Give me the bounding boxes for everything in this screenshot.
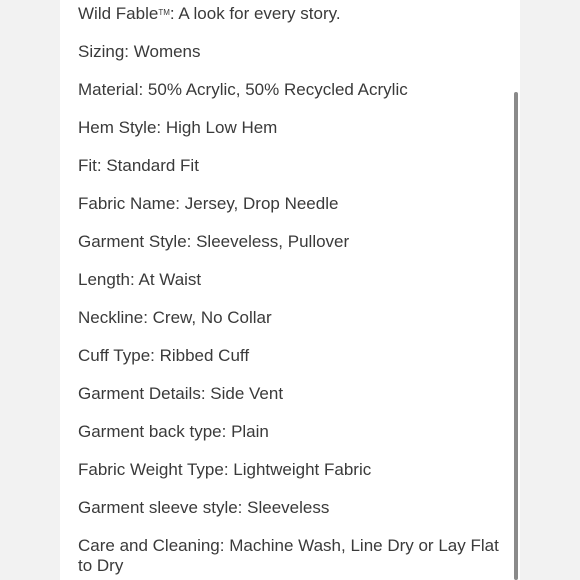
detail-line: Hem Style: High Low Hem: [78, 118, 278, 137]
detail-line: Fit: Standard Fit: [78, 156, 199, 175]
trademark-symbol: TM: [158, 8, 170, 17]
detail-line: Cuff Type: Ribbed Cuff: [78, 346, 250, 365]
detail-line: Fabric Name: Jersey, Drop Needle: [78, 194, 339, 213]
detail-line: Material: 50% Acrylic, 50% Recycled Acrylic: [78, 80, 408, 99]
brand-line: [78, 3, 510, 24]
detail-line: Sizing: Womens: [78, 42, 201, 61]
detail-line: Garment back type: Plain: [78, 422, 269, 441]
detail-line: Care and Cleaning: Machine Wash, Line Dry or Lay Flat to Dry: [78, 536, 499, 575]
detail-line: Neckline: Crew, No Collar: [78, 308, 272, 327]
detail-line: Length: At Waist: [78, 270, 202, 289]
product-description-panel: [60, 0, 520, 580]
description-list: [78, 0, 510, 576]
detail-line: Fabric Weight Type: Lightweight Fabric: [78, 460, 372, 479]
detail-line: Garment Details: Side Vent: [78, 384, 284, 403]
brand-tagline: : A look for every story.: [169, 4, 341, 23]
vertical-scrollbar[interactable]: [514, 92, 518, 580]
detail-line: Garment sleeve style: Sleeveless: [78, 498, 330, 517]
brand-name: Wild Fable: [78, 4, 159, 23]
detail-line: Garment Style: Sleeveless, Pullover: [78, 232, 350, 251]
